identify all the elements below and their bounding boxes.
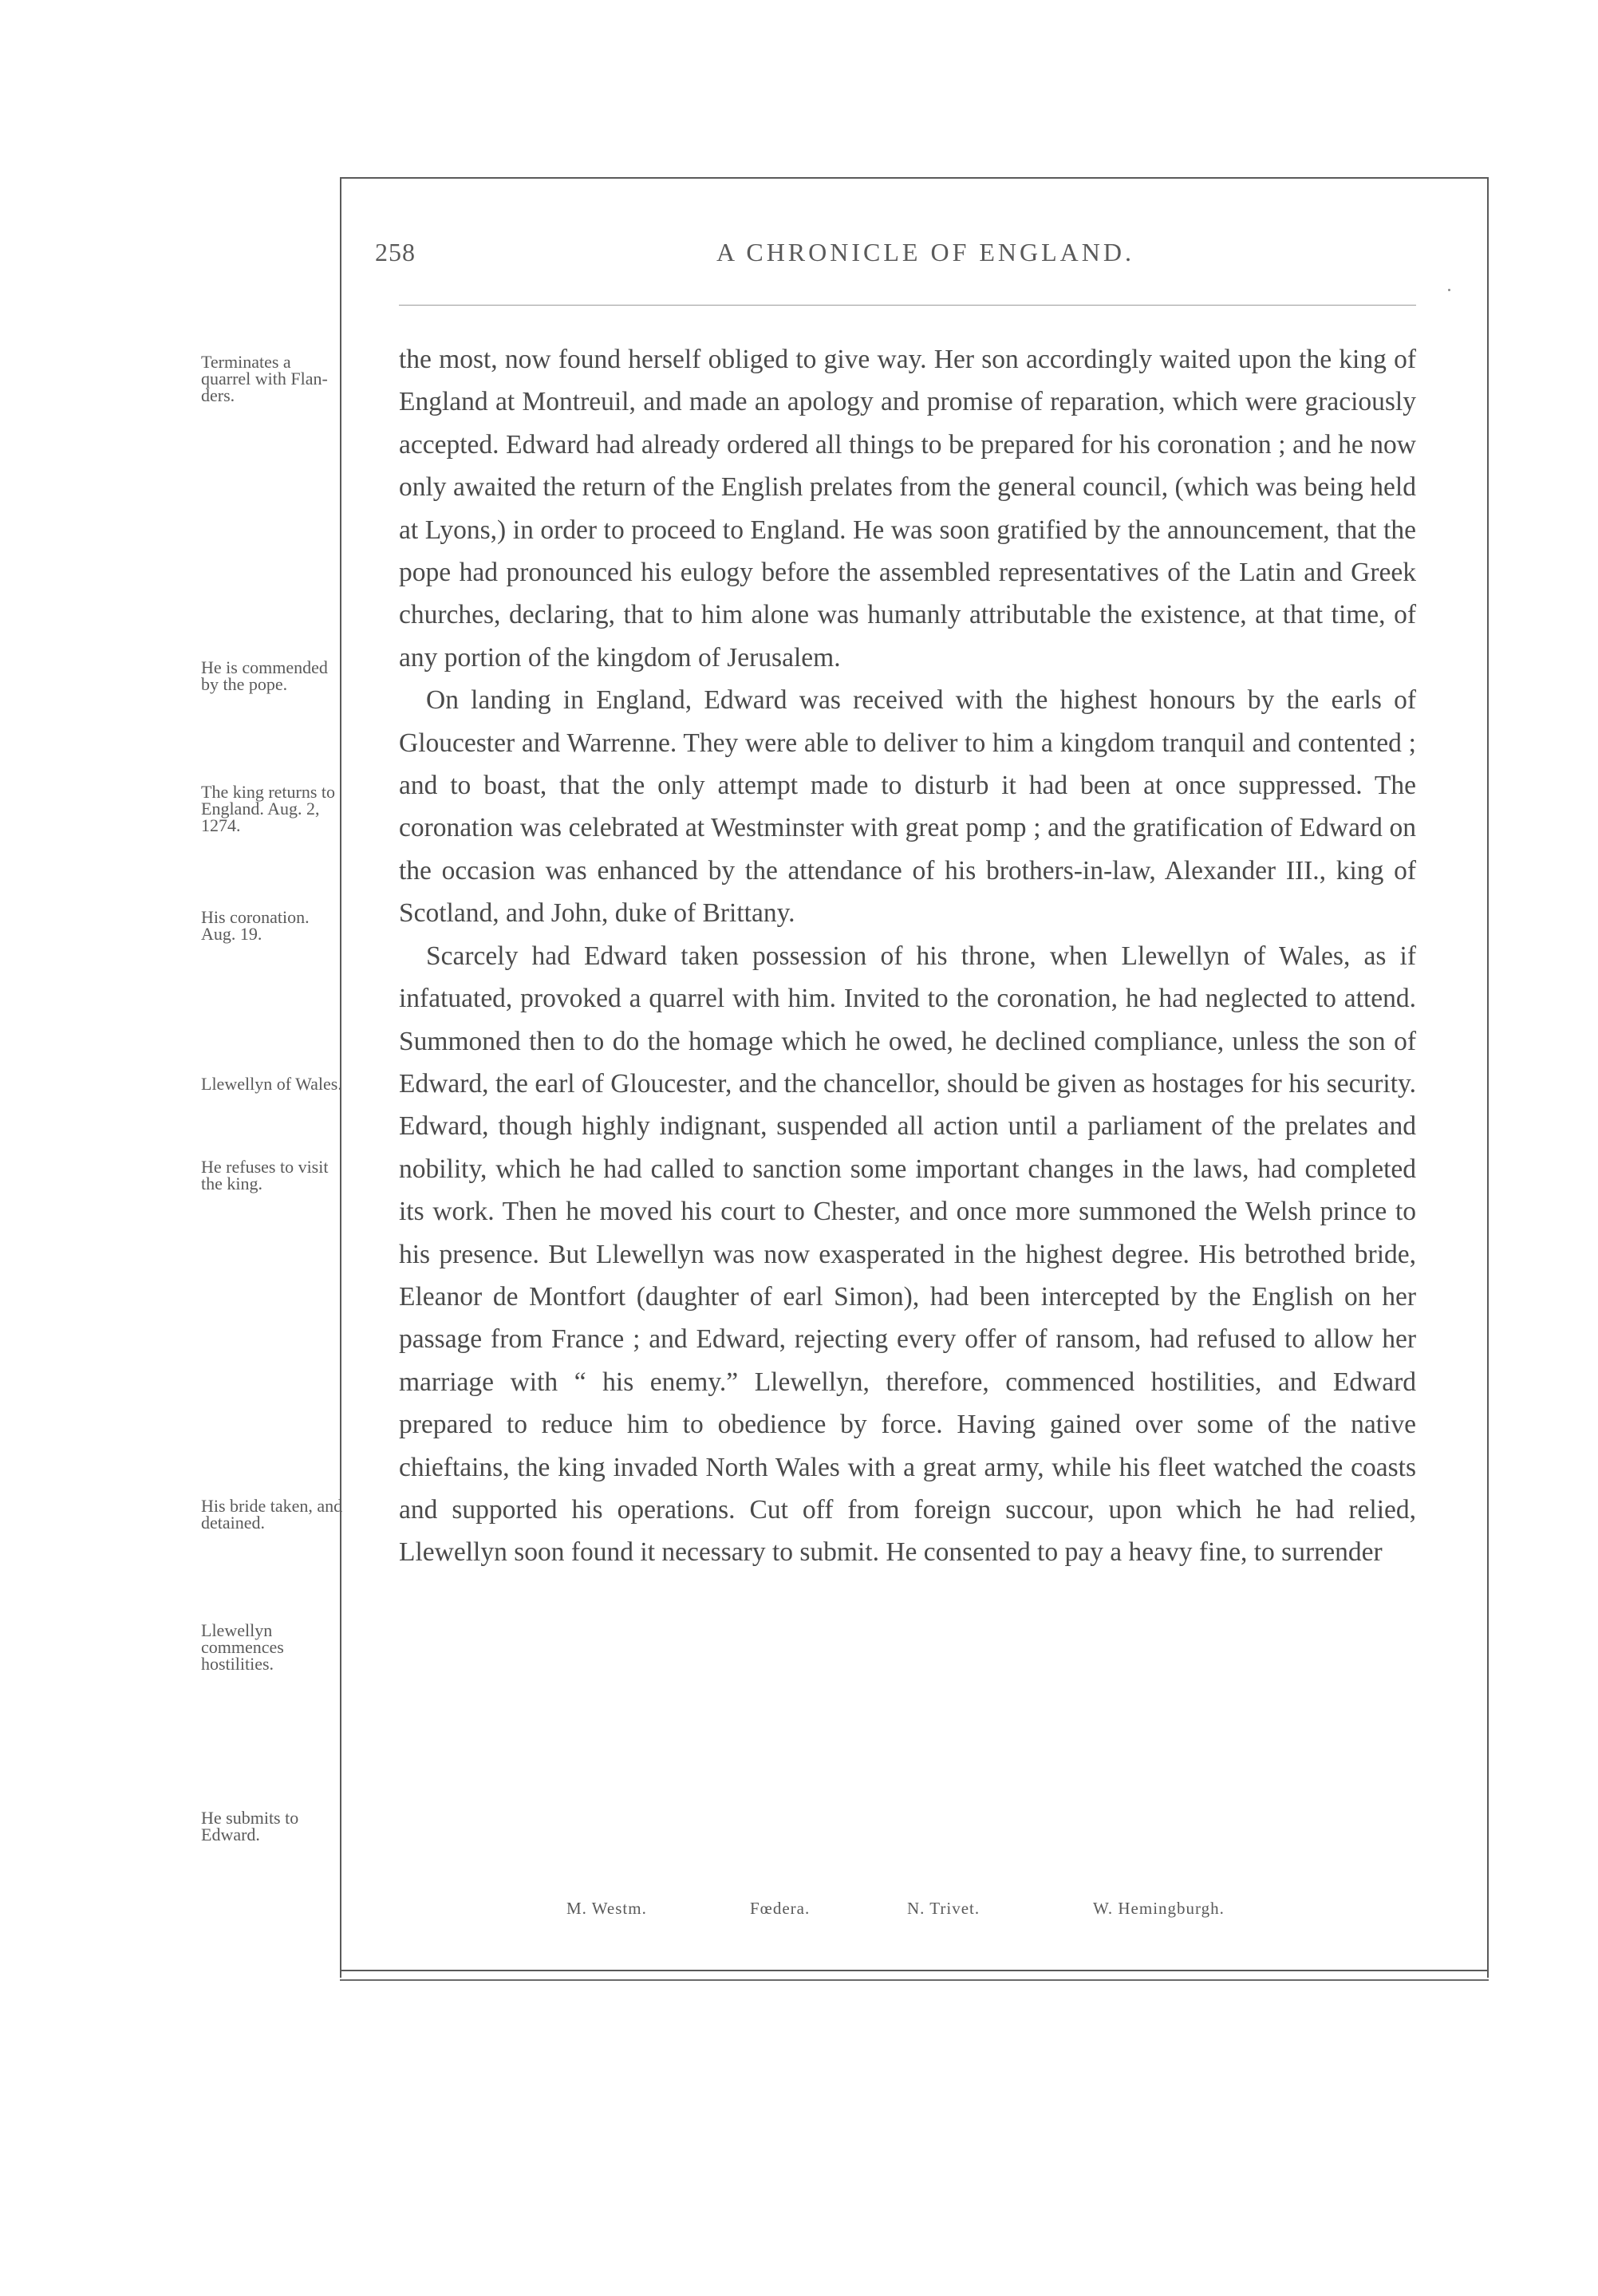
paragraph: the most, now found herself obliged to give way. Her son accordingly waited upon the king of England at Montreuil, and made an apology and promise of reparation, which were graciously accepted. Edward had already ordered all things to be prepared for his coronation ; and he now only awaited the return of the English prelates from the general council, (which was being held at Lyons,) in order to proceed to England. He was soon gratified by the announcement, that the pope had pronounced his eulogy before the assembled representatives of the Latin and Greek churches, declaring, that to him alone was humanly attributable the existence, at that time, of any portion of the kingdom of Jerusalem. [399,345,1416,673]
marginal-note: Llewellyn commences hostilities. [201,1620,284,1674]
paragraph: Scarcely had Edward taken possession of his throne, when Llewellyn of Wales, as if infatuated, provoked a quarrel with him. Invited to the coronation, he had neglected to attend. Summoned then to do the homage which he owed, he declined compliance, unless the son of Edward, the earl of Gloucester, and the chancellor, should be given as hostages for his security. Edward, though highly indignant, suspended all action until a parliament of the prelates and nobility, which he had called to sanction some important changes in the laws, had completed its work. Then he moved his court to Chester, and once more summoned the Welsh prince to his presence. But Llewellyn was now exasperated in the highest degree. His betrothed bride, Eleanor de Montfort (daughter of earl Simon), had been intercepted by the English on her passage from France ; and Edward, rejecting every offer of ransom, had refused to allow her marriage with “ his enemy.” Llewellyn, therefore, commenced hostilities, and Edward prepared to reduce him to obedience by force. Having gained over some of the native chieftains, the king invaded North Wales with a great army, while his fleet watched the coasts and supported his operations. Cut off from foreign succour, upon which he had relied, Llewellyn soon found it necessary to submit. He consented to pay a heavy fine, to surrender [399,941,1416,1568]
footnote-reference: Fœdera. [750,1899,811,1918]
footnote-reference: W. Hemingburgh. [1093,1899,1225,1918]
footnote-reference: M. Westm. [566,1899,647,1918]
body-text [399,338,1416,1574]
marginal-note: He is commended by the pope. [201,657,328,694]
marginal-note: His bride taken, and detained. [201,1496,343,1533]
marginal-note: He submits to Edward. [201,1808,299,1844]
paper-speck [1448,289,1450,291]
marginal-note: Llewellyn of Wales. [201,1074,342,1094]
marginal-note: Terminates a quarrel with Flanders. [201,352,328,405]
page-title: A CHRONICLE OF ENGLAND. [716,238,1134,266]
footnote-reference: N. Trivet. [907,1899,981,1918]
paragraph: On landing in England, Edward was received with the highest honours by the earls of Gloucester and Warrenne. They were able to deliver to him a kingdom tranquil and contented ; and to boast, that the only attempt made to disturb it had been at once suppressed. The coronation was celebrated at Westminster with great pomp ; and the gratification of Edward on the occasion was enhanced by the attendance of his brothers-in-law, Alexander III., king of Scotland, and John, duke of Brittany. [399,685,1416,929]
footnote-references [399,1899,1416,1923]
running-head [375,238,1428,270]
marginal-note: The king returns to England. Aug. 2, 1274. [201,782,336,835]
marginal-note: His coronation. Aug. 19. [201,907,310,944]
bottom-rule [340,1970,1489,1971]
page-number: 258 [375,238,416,266]
bottom-rule-double [340,1979,1489,1981]
marginal-note: He refuses to visit the king. [201,1157,329,1193]
header-rule [399,305,1416,306]
